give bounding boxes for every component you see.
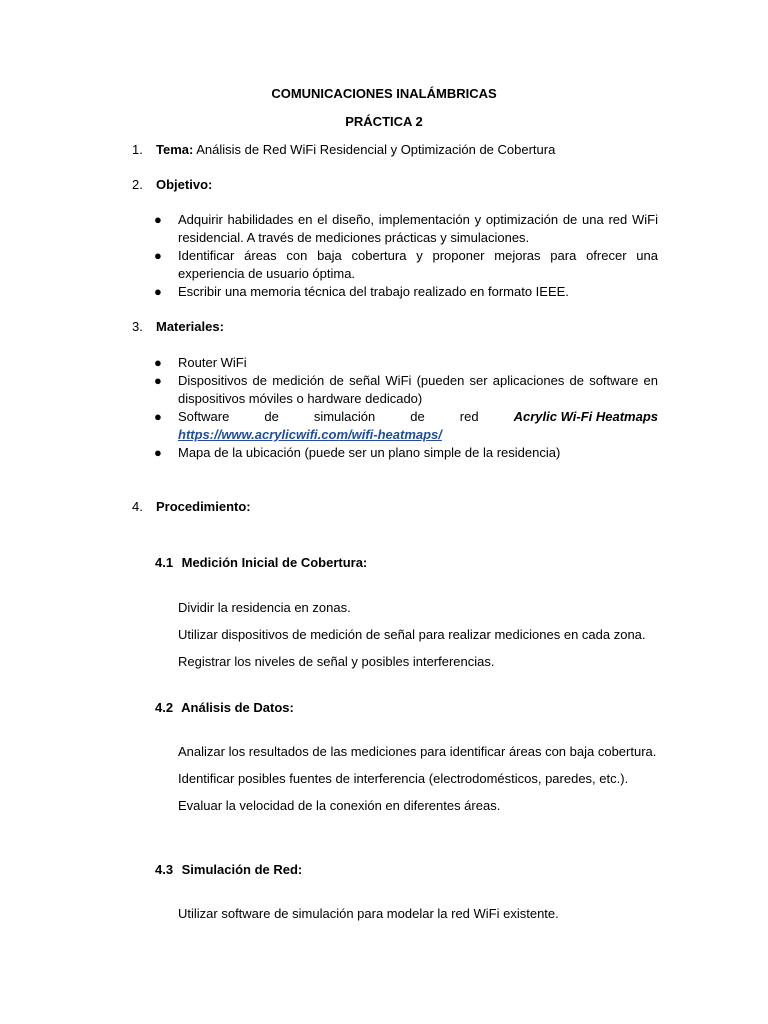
step-line: Analizar los resultados de las mediciones para identificar áreas con baja cobertura. [178,744,657,759]
subsection-number: 4.3 [155,862,174,877]
subsection-heading-4-3 [155,861,302,879]
materiales-bullet-dispositivos: Dispositivos de medición de señal WiFi (pueden ser aplicaciones de software en dispositivos móviles o hardware dedicado) [178,373,658,406]
tema-text: Análisis de Red WiFi Residencial y Optimización de Cobertura [196,142,556,157]
objetivo-bullet-1: Adquirir habilidades en el diseño, implementación y optimización de una red WiFi residencial. A través de mediciones prácticas y simulaciones. [178,212,658,245]
subsection-number: 4.1 [155,555,174,570]
procedimiento-heading: Procedimiento: [156,499,251,514]
section-number-procedimiento: 4. [132,499,143,514]
bullet-icon: ● [154,248,162,263]
subsection-title: Análisis de Datos: [181,700,294,715]
objetivo-bullet-3: Escribir una memoria técnica del trabajo realizado en formato IEEE. [178,284,569,299]
acrylic-heatmaps-link[interactable]: https://www.acrylicwifi.com/wifi-heatmaps/ [178,427,442,442]
step-line: Evaluar la velocidad de la conexión en diferentes áreas. [178,798,501,813]
bullet-icon: ● [154,373,162,388]
step-line: Registrar los niveles de señal y posibles interferencias. [178,654,495,669]
materiales-bullet-mapa: Mapa de la ubicación (puede ser un plano simple de la residencia) [178,445,561,460]
subsection-number: 4.2 [155,700,174,715]
section-number-tema: 1. [132,142,143,157]
bullet-icon: ● [154,355,162,370]
software-product-name: Acrylic Wi-Fi Heatmaps [513,409,658,424]
bullet-icon: ● [154,445,162,460]
step-line: Dividir la residencia en zonas. [178,600,351,615]
software-link-line [178,426,442,444]
objetivo-heading: Objetivo: [156,177,213,192]
software-word: red [459,409,479,424]
step-line: Identificar posibles fuentes de interferencia (electrodomésticos, paredes, etc.). [178,771,629,786]
subsection-heading-4-2 [155,699,294,717]
materiales-heading: Materiales: [156,319,224,334]
materiales-bullet-router: Router WiFi [178,355,247,370]
software-word: simulación [313,409,376,424]
tema-line [156,141,555,159]
subsection-heading-4-1 [155,554,367,572]
section-number-materiales: 3. [132,319,143,334]
objetivo-bullet-2: Identificar áreas con baja cobertura y proponer mejoras para ofrecer una experiencia de usuario óptima. [178,248,658,281]
section-number-objetivo: 2. [132,177,143,192]
step-line: Utilizar software de simulación para modelar la red WiFi existente. [178,906,559,921]
materiales-software-line [178,408,658,426]
software-word: de [410,409,425,424]
software-word: de [264,409,279,424]
document-title: COMUNICACIONES INALÁMBRICAS [271,86,497,101]
bullet-icon: ● [154,409,162,424]
subsection-title: Medición Inicial de Cobertura: [181,555,368,570]
subsection-title: Simulación de Red: [181,862,303,877]
tema-label: Tema: [156,142,194,157]
step-line: Utilizar dispositivos de medición de señal para realizar mediciones en cada zona. [178,627,646,642]
document-subtitle: PRÁCTICA 2 [345,114,423,129]
software-word: Software [178,409,230,424]
bullet-icon: ● [154,284,162,299]
bullet-icon: ● [154,212,162,227]
